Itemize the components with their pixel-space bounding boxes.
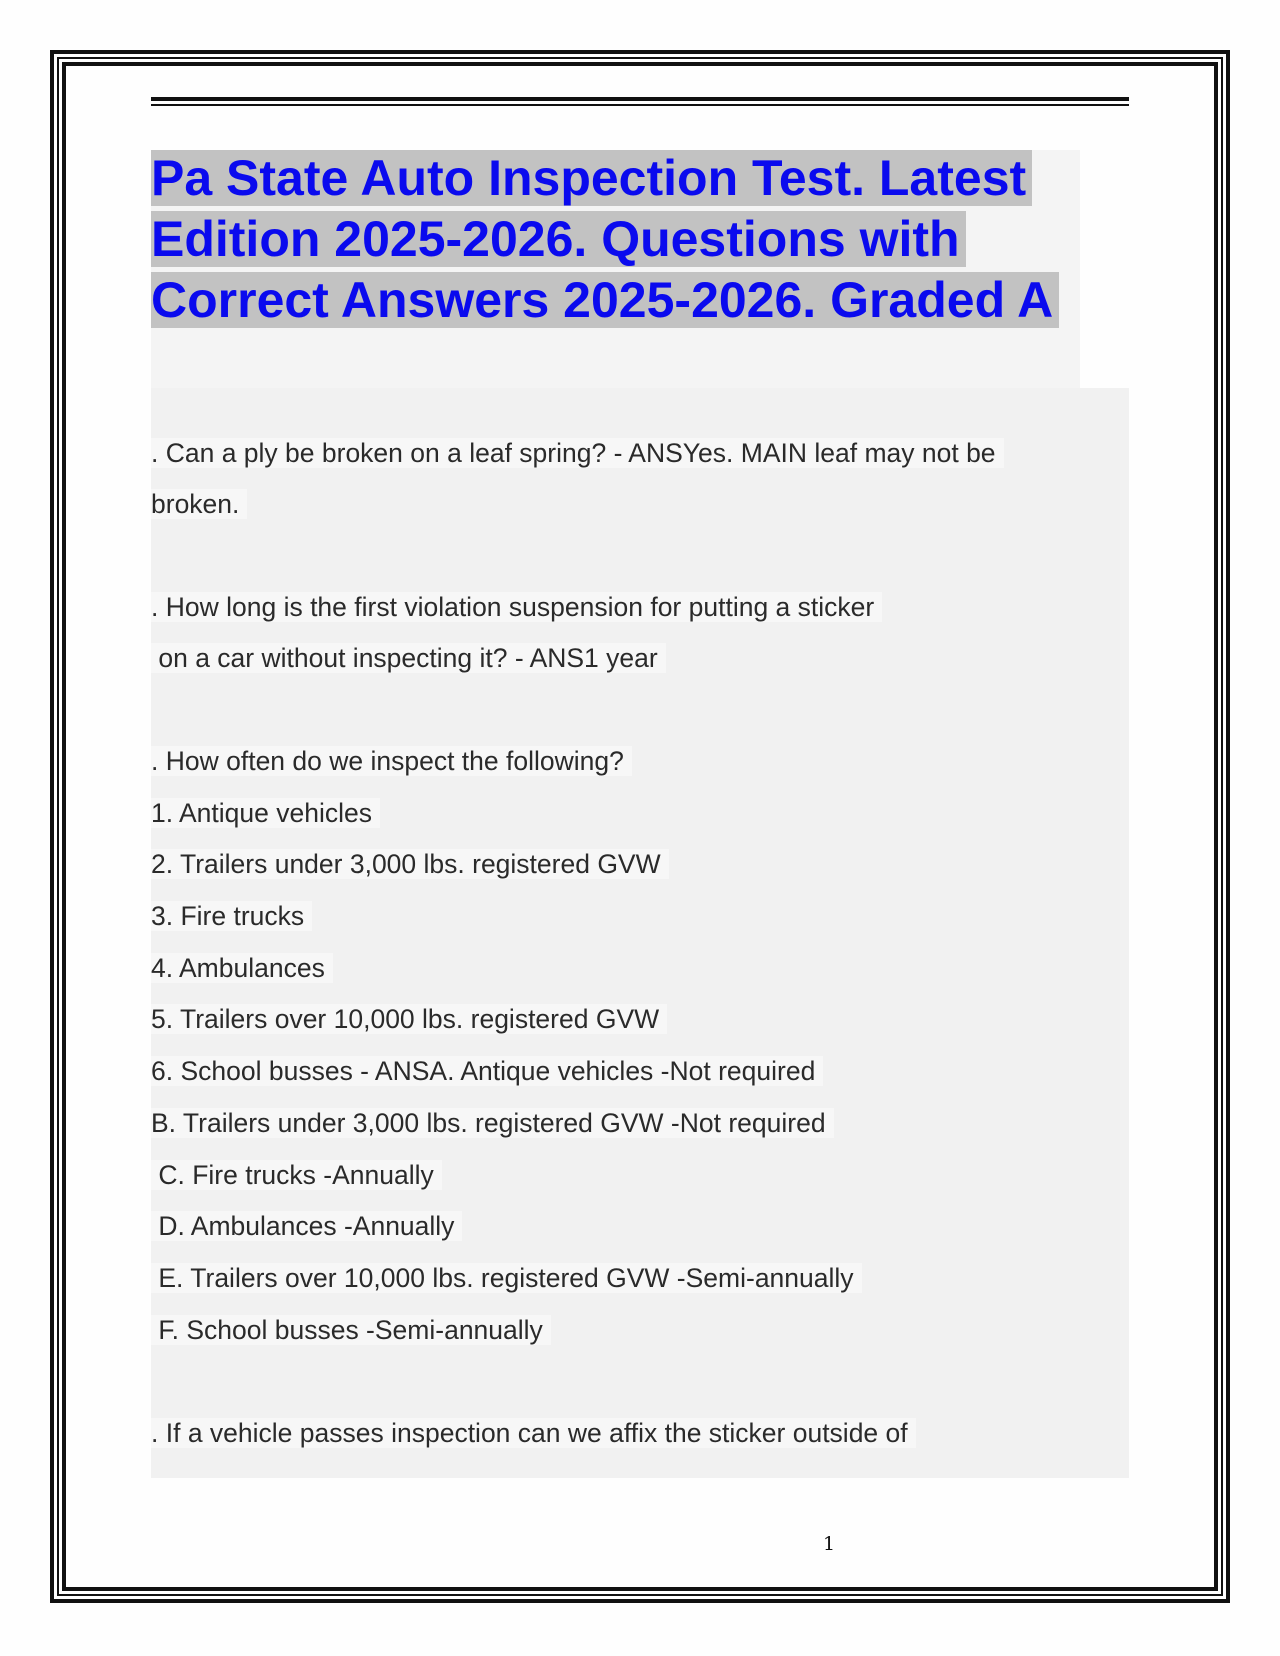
answer-text <box>151 640 666 676</box>
list-item <box>151 1260 862 1296</box>
text-line: 3. Fire trucks <box>151 901 312 931</box>
list-item <box>151 1001 667 1037</box>
list-item <box>151 950 333 986</box>
list-item <box>151 1105 834 1141</box>
list-item <box>151 1053 823 1089</box>
question-text <box>151 589 882 625</box>
list-item <box>151 795 380 831</box>
text-line: . How long is the first violation suspension for putting a sticker <box>151 592 882 622</box>
text-line: 4. Ambulances <box>151 953 333 983</box>
text-line: . Can a ply be broken on a leaf spring? - ANSYes. MAIN leaf may not be <box>151 438 1004 468</box>
list-item <box>151 1208 462 1244</box>
text-line: E. Trailers over 10,000 lbs. registered GVW -Semi-annually <box>151 1263 862 1293</box>
text-line: C. Fire trucks -Annually <box>151 1160 442 1190</box>
text-line: 2. Trailers under 3,000 lbs. registered GVW <box>151 849 669 879</box>
header-rule-thin <box>151 104 1129 106</box>
text-line: . How often do we inspect the following? <box>151 746 632 776</box>
list-item <box>151 846 669 882</box>
title-line: Edition 2025-2026. Questions with <box>151 211 966 267</box>
text-line: 6. School busses - ANSA. Antique vehicles -Not required <box>151 1056 823 1086</box>
list-item <box>151 898 312 934</box>
text-line: F. School busses -Semi-annually <box>151 1315 551 1345</box>
answer-text <box>151 486 247 522</box>
text-line: B. Trailers under 3,000 lbs. registered GVW -Not required <box>151 1108 834 1138</box>
question-text <box>151 743 632 779</box>
header-rule-thick <box>151 97 1129 101</box>
list-item <box>151 1312 551 1348</box>
text-line: 1. Antique vehicles <box>151 798 380 828</box>
text-line: on a car without inspecting it? - ANS1 year <box>151 643 666 673</box>
list-item <box>151 1157 442 1193</box>
question-text <box>151 1415 916 1451</box>
text-line: D. Ambulances -Annually <box>151 1211 462 1241</box>
document-title <box>151 148 1111 331</box>
title-line: Pa State Auto Inspection Test. Latest <box>151 150 1032 206</box>
question-text <box>151 435 1004 471</box>
text-line: . If a vehicle passes inspection can we affix the sticker outside of <box>151 1418 916 1448</box>
text-line: 5. Trailers over 10,000 lbs. registered GVW <box>151 1004 667 1034</box>
title-line: Correct Answers 2025-2026. Graded A <box>151 272 1059 328</box>
page-number: 1 <box>823 1533 836 1555</box>
text-line: broken. <box>151 489 247 519</box>
